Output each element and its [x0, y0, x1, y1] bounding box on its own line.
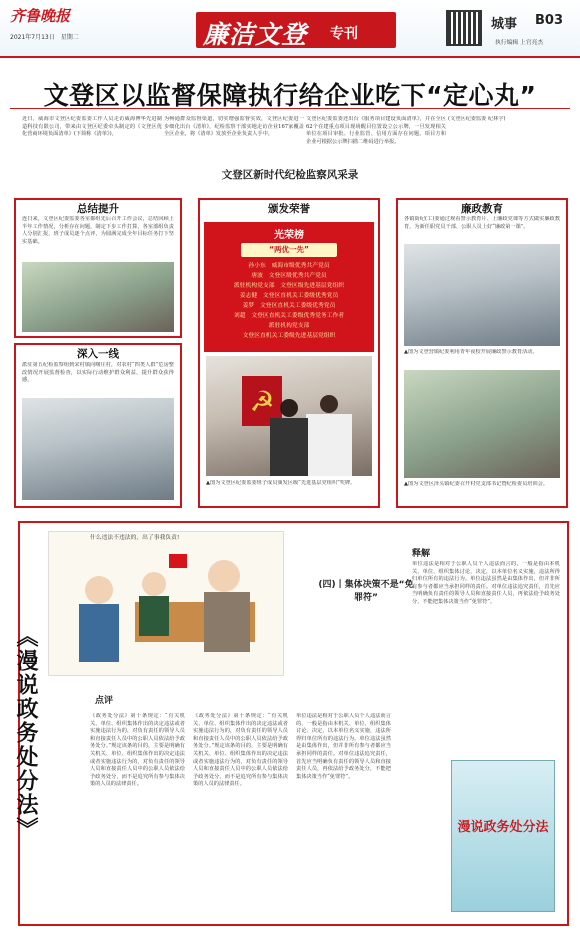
integrity-caption-2: ▲图为文登区泽头镇纪委召开村党支部书记暨纪检委员培训会。 [404, 481, 549, 487]
column-subtitle: 专刊 [330, 26, 358, 42]
comic-panel-title: (四)丨集体决策不是“免罪符” [318, 580, 414, 603]
lead-paragraph-2: 为畅通群众监督渠道，切实增强监督实效，文登区纪委进一步细化出台《清单》，纪检监察干部实地走访企业167家覆盖全区企业，将《清单》发放至企业负责人手中。 [164, 116, 304, 138]
honor-caption: ▲图为文登区纪委监委班子成员颁发区级“先进基层党组织”奖牌。 [206, 480, 356, 486]
book-title: 漫说政务处分法 [457, 820, 549, 835]
inspection-photo [22, 398, 174, 500]
lead-paragraph-3: 文登区纪委监委还出台《服务项目建设负面清单》，并在全区62个在建重点项目现场醒目位置设立公示牌，一旦发现相关单位在项目审批、行业监管、信用方面存在问题，项目方和企业可根据公示牌扫描二维码进行举报。 [306, 116, 446, 145]
explain-heading: 释解 [412, 549, 431, 559]
explain-body: 单位违法是相对于公职人员个人违法而言的，一般是指由本机关、单位、组织集体讨论、决定，以本单位名义实施，违法所得归单位所有的违法行为。单位违法虽然是由集体作出，但并非所有参与者都应当承担同样的责任。对单位违法追究责任，首先应当明确负有责任的领导人员和直接责任人员，再依法给予政务处分，不能把集体决策当作“免罪符”。 [412, 561, 560, 605]
comment-body-col1: 《政务处分法》第十条规定：“有关机关、单位、组织集体作出的决定违法或者实施违法行为的，对负有责任的领导人员和直接责任人员中的公职人员依法给予政务处分。”规定该条的目的，主要是明确有关机关、单位、组织集体作出的决定违法或者实施违法行为的，对负有责任的领导人员和直接责任人员中的公职人员依法给予政务处分，而不是追究所有参与集体决策的人员的法律责任。 [90, 713, 185, 788]
comic-vertical-title: 《漫说政务处分法》 [13, 625, 38, 841]
headline-divider [10, 108, 570, 109]
award-photo [206, 356, 372, 476]
honor-line-8: 文登区直机关工委级先进基层党组织 [242, 333, 336, 339]
comment-heading: 点评 [95, 696, 114, 706]
page-number: B03 [535, 13, 563, 28]
section-subheading: 文登区新时代纪检监察风采录 [221, 169, 359, 181]
summary-title: 总结提升 [77, 203, 119, 215]
integrity-title: 廉政教育 [461, 203, 503, 215]
education-photo-1 [404, 244, 560, 346]
main-headline: 文登区以监督保障执行给企业吃下“定心丸” [43, 81, 537, 110]
lead-byline [448, 116, 568, 160]
honor-line-1: 孙小东 威海市级优秀共产党员 [248, 263, 330, 269]
newspaper-logo: 齐鲁晚报 [10, 7, 71, 25]
frontline-title: 深入一线 [77, 348, 119, 360]
section-name: 城事 [491, 17, 518, 32]
book-cover [451, 760, 555, 912]
integrity-body: 各镇街纪(工)委通过观看警示教育片、上廉政党课等方式做实廉政教育。为新任职党员干部、公职人员上好“廉政第一课”。 [404, 216, 560, 230]
honor-line-2: 唐波 文登区级优秀共产党员 [251, 273, 327, 279]
comment-body-col3: 单位违法是相对于公职人员个人违法而言的，一般是指由本机关、单位、组织集体讨论、决定，以本单位名义实施，违法所得归单位所有的违法行为。单位违法虽然是由集体作出，但并非所有参与者都应当承担同样的责任。对单位违法追究责任，首先应当明确负有责任的领导人员和直接责任人员，再依法给予政务处分，不能把集体决策当作“免罪符”。 [296, 713, 391, 780]
meeting-photo [22, 262, 174, 332]
honor-board-title: 光荣榜 [274, 230, 304, 241]
honor-line-6: 刘超 文登区直机关工委级优秀党务工作者 [233, 313, 345, 319]
honor-line-5: 姜梦 文登区直机关工委级优秀党员 [242, 303, 336, 309]
honor-line-3: 派驻机构党支部 文登区级先进基层党组织 [233, 283, 345, 289]
comic-illustration [48, 531, 284, 676]
summary-body: 连日来，文登区纪委监委各室都组先后召开工作会议，总结回顾上半年工作情况，分析存在问题，制定下步工作打算，各室部组负责人分别汇报，班子成员逐个点评，为圆满完成全年目标任务打下坚实基础。 [22, 216, 174, 245]
honor-line-7: 派驻机构党支部 [268, 323, 310, 329]
frontline-body: 派驻第五纪检监察组到宋村镇向曙庄村，对农村“四类人群”危房整改情况开展监督检查，以实际行动维护群众利益，提升群众获得感。 [22, 362, 174, 384]
education-photo-2 [404, 370, 560, 478]
comic-speech: 什么违法不违法的，出了事我负责! [90, 535, 180, 541]
qr-code-icon [446, 10, 482, 46]
honor-line-4: 姜志健 文登区直机关工委级优秀党员 [239, 293, 339, 299]
column-title: 廉洁文登 [203, 20, 308, 49]
lead-paragraph-4: (文登区纪委监委 纪林宇) [448, 116, 506, 122]
comic-figures-icon [49, 532, 285, 677]
lead-paragraph-1: 近日，威海市文登区纪委监委工作人员走访威海博华先进制造科技有限公司，带来由文登区纪委牵头制定的《文登区优化营商环境负面清单》(下简称《清单》)。 [22, 116, 162, 138]
honor-title: 颁发荣誉 [268, 203, 310, 215]
comment-body-col2: 《政务处分法》第十条规定：“有关机关、单位、组织集体作出的决定违法或者实施违法行为的，对负有责任的领导人员和直接责任人员中的公职人员依法给予政务处分。”规定该条的目的，主要是明确有关机关、单位、组织集体作出的决定违法或者实施违法行为的，对负有责任的领导人员和直接责任人员中的公职人员依法给予政务处分，而不是追究所有参与集体决策的人员的法律责任。 [193, 713, 288, 788]
issue-date: 2021年7月13日 星期二 [10, 34, 79, 41]
editors-credit: 执行编辑 上官亮杰 [495, 40, 544, 46]
integrity-caption-1: ▲图为文登营镇纪委利用青年夜校开展廉政警示教育活动。 [404, 349, 538, 355]
svg-text:☭: ☭ [249, 385, 275, 418]
party-emblem-icon [206, 356, 372, 476]
honor-badge: “两优一先” [241, 243, 337, 257]
